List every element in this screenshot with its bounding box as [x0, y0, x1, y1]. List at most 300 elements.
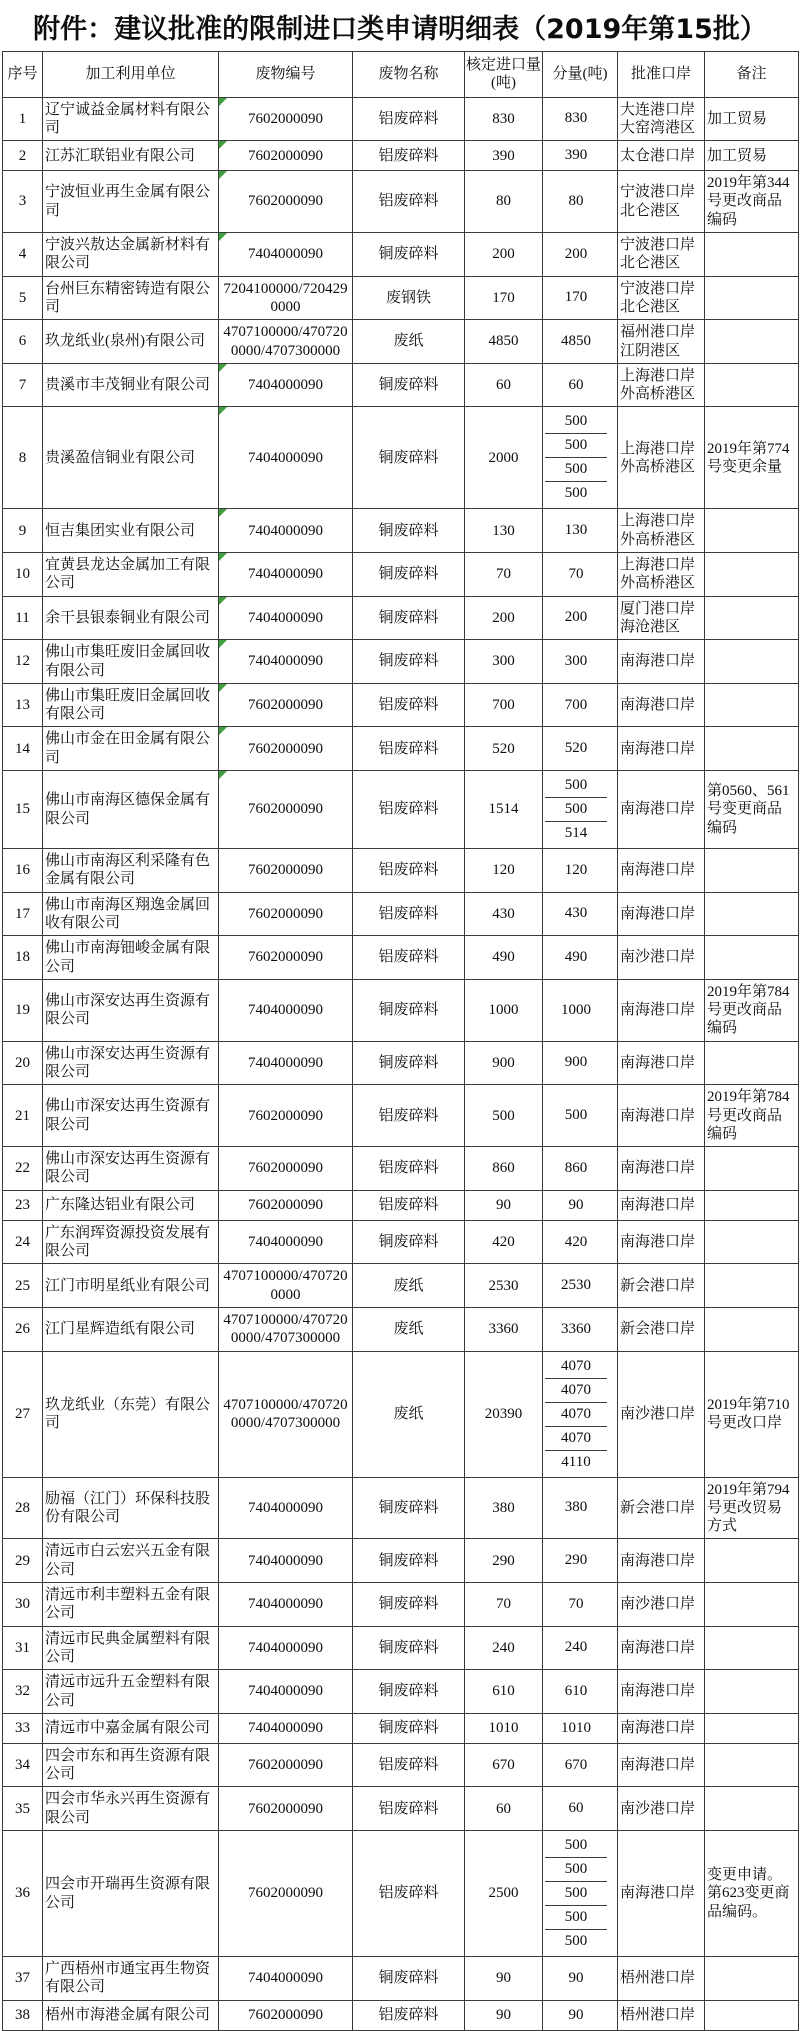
waste-name-cell: 铝废碎料	[353, 141, 465, 171]
remarks-cell	[705, 1307, 799, 1351]
approved-quantity-cell: 490	[465, 936, 543, 980]
waste-name-cell: 铜废碎料	[353, 1670, 465, 1714]
approved-quantity-cell: 240	[465, 1626, 543, 1670]
portion-quantity-cell	[543, 1147, 618, 1191]
approved-port-cell: 大连港口岸大窑湾港区	[618, 97, 705, 141]
table-row	[3, 141, 799, 171]
approved-quantity-cell: 4850	[465, 320, 543, 364]
waste-name-cell: 铜废碎料	[353, 363, 465, 407]
portion-value: 500	[545, 1882, 607, 1906]
waste-code-cell	[219, 1085, 353, 1147]
waste-code-value: 7602000090	[248, 1756, 323, 1773]
approved-port-cell: 南沙港口岸	[618, 936, 705, 980]
serial-number-cell: 6	[3, 320, 43, 364]
approved-port-cell: 南海港口岸	[618, 1670, 705, 1714]
waste-code-cell	[219, 1307, 353, 1351]
remarks-cell: 加工贸易	[705, 141, 799, 171]
portion-value: 170	[564, 289, 588, 306]
waste-code-value: 4707100000/4707200000/4707300000	[223, 324, 348, 359]
approved-port-cell: 上海港口岸外高桥港区	[618, 553, 705, 597]
approved-port-cell: 南海港口岸	[618, 727, 705, 771]
serial-number-cell: 13	[3, 683, 43, 727]
approved-port-cell: 新会港口岸	[618, 1477, 705, 1539]
portion-quantity-cell	[543, 1583, 618, 1627]
serial-number-cell: 27	[3, 1351, 43, 1477]
remarks-cell	[705, 849, 799, 893]
column-header-waste-name: 废物名称	[353, 52, 465, 98]
portion-quantity-cell	[543, 771, 618, 849]
waste-name-cell: 铜废碎料	[353, 553, 465, 597]
approved-quantity-cell: 1514	[465, 771, 543, 849]
approved-port-cell: 宁波港口岸北仑港区	[618, 276, 705, 320]
approved-port-cell: 新会港口岸	[618, 1307, 705, 1351]
waste-name-cell: 铜废碎料	[353, 1220, 465, 1264]
serial-number-cell: 28	[3, 1477, 43, 1539]
waste-code-cell	[219, 1743, 353, 1787]
table-body	[3, 97, 799, 2030]
portion-quantity-cell	[543, 141, 618, 171]
table-row	[3, 363, 799, 407]
portion-value: 3360	[561, 1320, 591, 1337]
approved-quantity-cell: 130	[465, 509, 543, 553]
waste-code-value: 7602000090	[248, 801, 323, 818]
remarks-cell	[705, 1147, 799, 1191]
serial-number-cell: 23	[3, 1190, 43, 1220]
portion-value: 670	[564, 1756, 588, 1773]
portion-quantity-cell	[543, 233, 618, 277]
serial-number-cell: 12	[3, 640, 43, 684]
waste-code-value: 7404000090	[248, 246, 323, 263]
portion-value: 200	[564, 245, 588, 262]
waste-code-value: 7404000090	[248, 609, 323, 626]
cell-corner-marker-icon	[219, 171, 227, 179]
waste-name-cell: 废纸	[353, 1307, 465, 1351]
serial-number-cell: 18	[3, 936, 43, 980]
waste-code-cell	[219, 1264, 353, 1308]
waste-code-value: 7404000090	[248, 1683, 323, 1700]
approved-port-cell: 新会港口岸	[618, 1264, 705, 1308]
portion-value: 520	[564, 740, 588, 757]
portion-value: 120	[564, 861, 588, 878]
portion-value: 90	[568, 2006, 584, 2023]
approved-port-cell: 南沙港口岸	[618, 1787, 705, 1831]
waste-code-value: 4707100000/4707200000/4707300000	[223, 1396, 348, 1432]
portion-value: 90	[568, 1969, 584, 1986]
waste-name-cell: 铝废碎料	[353, 1787, 465, 1831]
portion-value: 200	[564, 609, 588, 626]
table-row	[3, 509, 799, 553]
approved-port-cell: 南海港口岸	[618, 771, 705, 849]
approved-port-cell: 南海港口岸	[618, 892, 705, 936]
company-cell: 宁波兴敖达金属新材料有限公司	[43, 233, 219, 277]
portion-value: 80	[568, 193, 584, 210]
waste-code-value: 7602000090	[248, 1800, 323, 1817]
portion-value: 500	[564, 1933, 588, 1949]
waste-name-cell: 铝废碎料	[353, 1831, 465, 1957]
approved-port-cell: 南海港口岸	[618, 1147, 705, 1191]
table-row	[3, 97, 799, 141]
approved-port-cell: 南海港口岸	[618, 1041, 705, 1085]
company-cell: 恒吉集团实业有限公司	[43, 509, 219, 553]
waste-name-cell: 废纸	[353, 1351, 465, 1477]
table-row	[3, 1957, 799, 2001]
waste-code-value: 7404000090	[248, 1002, 323, 1019]
waste-code-cell	[219, 892, 353, 936]
approved-quantity-cell: 200	[465, 596, 543, 640]
portion-value: 420	[564, 1233, 588, 1250]
approved-quantity-cell: 90	[465, 1957, 543, 2001]
waste-name-cell: 铝废碎料	[353, 97, 465, 141]
portion-value: 290	[564, 1552, 588, 1569]
serial-number-cell: 30	[3, 1583, 43, 1627]
approved-quantity-cell: 860	[465, 1147, 543, 1191]
serial-number-cell: 20	[3, 1041, 43, 1085]
portion-quantity-cell	[543, 683, 618, 727]
waste-code-cell	[219, 276, 353, 320]
waste-code-value: 7404000090	[248, 1552, 323, 1569]
company-cell: 梧州市海港金属有限公司	[43, 2000, 219, 2030]
portion-value: 130	[564, 522, 588, 539]
approved-quantity-cell: 300	[465, 640, 543, 684]
portion-value: 60	[568, 1800, 584, 1817]
serial-number-cell: 5	[3, 276, 43, 320]
portion-quantity-cell	[543, 1307, 618, 1351]
portion-quantity-cell	[543, 1351, 618, 1477]
waste-name-cell: 铝废碎料	[353, 1147, 465, 1191]
serial-number-cell: 29	[3, 1539, 43, 1583]
portion-quantity-cell	[543, 596, 618, 640]
waste-code-value: 7404000090	[248, 1233, 323, 1250]
portion-value: 380	[564, 1499, 588, 1516]
approved-port-cell: 上海港口岸外高桥港区	[618, 509, 705, 553]
portion-quantity-cell	[543, 1626, 618, 1670]
serial-number-cell: 21	[3, 1085, 43, 1147]
approved-quantity-cell: 70	[465, 553, 543, 597]
company-cell: 清远市利丰塑料五金有限公司	[43, 1583, 219, 1627]
company-cell: 宜黄县龙达金属加工有限公司	[43, 553, 219, 597]
waste-name-cell: 铝废碎料	[353, 1190, 465, 1220]
approved-quantity-cell: 500	[465, 1085, 543, 1147]
waste-name-cell: 铜废碎料	[353, 1477, 465, 1539]
remarks-cell	[705, 276, 799, 320]
approved-port-cell: 南海港口岸	[618, 1539, 705, 1583]
serial-number-cell: 32	[3, 1670, 43, 1714]
approved-quantity-cell: 90	[465, 2000, 543, 2030]
serial-number-cell: 16	[3, 849, 43, 893]
waste-code-value: 4707100000/4707200000	[223, 1268, 348, 1303]
portion-value: 514	[564, 825, 588, 842]
serial-number-cell: 33	[3, 1713, 43, 1743]
serial-number-cell: 17	[3, 892, 43, 936]
portion-value: 4070	[545, 1427, 607, 1451]
waste-code-value: 7602000090	[248, 949, 323, 966]
portion-quantity-cell	[543, 509, 618, 553]
waste-code-cell	[219, 363, 353, 407]
table-row	[3, 1041, 799, 1085]
waste-name-cell: 铝废碎料	[353, 171, 465, 233]
portion-value: 500	[564, 485, 588, 502]
serial-number-cell: 34	[3, 1743, 43, 1787]
portion-quantity-cell	[543, 407, 618, 509]
serial-number-cell: 22	[3, 1147, 43, 1191]
approved-quantity-cell: 670	[465, 1743, 543, 1787]
waste-code-cell	[219, 97, 353, 141]
waste-code-cell	[219, 771, 353, 849]
approved-quantity-cell: 20390	[465, 1351, 543, 1477]
cell-corner-marker-icon	[219, 771, 227, 779]
waste-code-value: 4707100000/4707200000/4707300000	[223, 1311, 348, 1347]
waste-name-cell: 铝废碎料	[353, 2000, 465, 2030]
remarks-cell	[705, 509, 799, 553]
waste-code-cell	[219, 596, 353, 640]
approved-port-cell: 南海港口岸	[618, 849, 705, 893]
approved-quantity-cell: 80	[465, 171, 543, 233]
approved-port-cell: 上海港口岸外高桥港区	[618, 363, 705, 407]
table-row	[3, 1626, 799, 1670]
waste-code-cell	[219, 1190, 353, 1220]
portion-value: 490	[564, 949, 588, 965]
portion-quantity-cell	[543, 363, 618, 407]
approved-port-cell: 宁波港口岸北仑港区	[618, 233, 705, 277]
approved-quantity-cell: 60	[465, 363, 543, 407]
waste-code-value: 7404000090	[248, 566, 323, 583]
remarks-cell	[705, 1957, 799, 2001]
portion-value: 830	[564, 110, 588, 127]
remarks-cell	[705, 1743, 799, 1787]
waste-name-cell: 铝废碎料	[353, 892, 465, 936]
portion-value: 1000	[561, 1001, 591, 1018]
waste-code-cell	[219, 1147, 353, 1191]
company-cell: 佛山市深安达再生资源有限公司	[43, 1147, 219, 1191]
waste-name-cell: 铝废碎料	[353, 1085, 465, 1147]
portion-value: 860	[564, 1159, 588, 1176]
cell-corner-marker-icon	[219, 233, 227, 241]
table-row	[3, 727, 799, 771]
serial-number-cell: 2	[3, 141, 43, 171]
waste-name-cell: 铝废碎料	[353, 727, 465, 771]
portion-value: 610	[564, 1683, 588, 1700]
approved-quantity-cell: 420	[465, 1220, 543, 1264]
serial-number-cell: 24	[3, 1220, 43, 1264]
remarks-cell	[705, 936, 799, 980]
portion-quantity-cell	[543, 1264, 618, 1308]
approved-quantity-cell: 200	[465, 233, 543, 277]
approved-port-cell: 太仓港口岸	[618, 141, 705, 171]
waste-code-value: 7602000090	[248, 862, 323, 879]
portion-value: 60	[568, 376, 584, 393]
table-row	[3, 171, 799, 233]
portion-value: 2530	[561, 1277, 591, 1294]
company-cell: 江门星辉造纸有限公司	[43, 1307, 219, 1351]
approved-quantity-cell: 2500	[465, 1831, 543, 1957]
portion-value: 500	[545, 774, 607, 798]
table-row	[3, 771, 799, 849]
table-row	[3, 596, 799, 640]
remarks-cell	[705, 727, 799, 771]
approved-quantity-cell: 170	[465, 276, 543, 320]
waste-code-value: 7602000090	[248, 696, 323, 713]
column-header-remarks: 备注	[705, 52, 799, 98]
approved-quantity-cell: 290	[465, 1539, 543, 1583]
remarks-cell: 第0560、561号变更商品编码	[705, 771, 799, 849]
serial-number-cell: 19	[3, 979, 43, 1041]
portion-quantity-cell	[543, 1787, 618, 1831]
company-cell: 佛山市南海区翔逸金属回收有限公司	[43, 892, 219, 936]
cell-corner-marker-icon	[219, 98, 227, 106]
portion-value: 430	[564, 905, 588, 922]
table-row	[3, 640, 799, 684]
remarks-cell	[705, 320, 799, 364]
portion-value: 4850	[561, 333, 591, 350]
waste-name-cell: 铜废碎料	[353, 1539, 465, 1583]
table-row	[3, 1787, 799, 1831]
cell-corner-marker-icon	[219, 364, 227, 372]
company-cell: 江门市明星纸业有限公司	[43, 1264, 219, 1308]
serial-number-cell: 25	[3, 1264, 43, 1308]
serial-number-cell: 15	[3, 771, 43, 849]
approved-quantity-cell: 430	[465, 892, 543, 936]
waste-code-value: 7602000090	[248, 2006, 323, 2023]
cell-corner-marker-icon	[219, 727, 227, 735]
cell-corner-marker-icon	[219, 640, 227, 648]
waste-code-cell	[219, 1957, 353, 2001]
portion-quantity-cell	[543, 1743, 618, 1787]
waste-code-cell	[219, 1583, 353, 1627]
portion-value: 4110	[561, 1453, 591, 1470]
waste-name-cell: 铝废碎料	[353, 936, 465, 980]
table-row	[3, 1264, 799, 1308]
company-cell: 清远市民典金属塑料有限公司	[43, 1626, 219, 1670]
waste-name-cell: 废纸	[353, 320, 465, 364]
company-cell: 广东隆达铝业有限公司	[43, 1190, 219, 1220]
portion-quantity-cell	[543, 320, 618, 364]
portion-quantity-cell	[543, 1220, 618, 1264]
waste-code-cell	[219, 979, 353, 1041]
portion-quantity-cell	[543, 1085, 618, 1147]
remarks-cell	[705, 1190, 799, 1220]
company-cell: 励福（江门）环保科技股份有限公司	[43, 1477, 219, 1539]
remarks-cell: 2019年第344号更改商品编码	[705, 171, 799, 233]
company-cell: 广东润珲资源投资发展有限公司	[43, 1220, 219, 1264]
waste-code-cell	[219, 509, 353, 553]
company-cell: 四会市东和再生资源有限公司	[43, 1743, 219, 1787]
approved-port-cell: 南海港口岸	[618, 1085, 705, 1147]
serial-number-cell: 11	[3, 596, 43, 640]
approved-port-cell: 南沙港口岸	[618, 1351, 705, 1477]
portion-quantity-cell	[543, 1670, 618, 1714]
cell-corner-marker-icon	[219, 553, 227, 561]
portion-value: 700	[564, 696, 588, 713]
approved-port-cell: 南海港口岸	[618, 1220, 705, 1264]
waste-code-value: 7602000090	[248, 110, 323, 127]
table-row	[3, 683, 799, 727]
company-cell: 佛山市南海钿峻金属有限公司	[43, 936, 219, 980]
approved-quantity-cell: 830	[465, 97, 543, 141]
waste-name-cell: 铜废碎料	[353, 979, 465, 1041]
table-row	[3, 1307, 799, 1351]
company-cell: 佛山市深安达再生资源有限公司	[43, 979, 219, 1041]
remarks-cell: 2019年第794号更改贸易方式	[705, 1477, 799, 1539]
portion-quantity-cell	[543, 727, 618, 771]
company-cell: 四会市开瑞再生资源有限公司	[43, 1831, 219, 1957]
company-cell: 台州巨东精密铸造有限公司	[43, 276, 219, 320]
serial-number-cell: 4	[3, 233, 43, 277]
waste-code-cell	[219, 407, 353, 509]
portion-quantity-cell	[543, 1831, 618, 1957]
remarks-cell	[705, 1220, 799, 1264]
table-row	[3, 1670, 799, 1714]
approved-port-cell: 梧州港口岸	[618, 1957, 705, 2001]
serial-number-cell: 35	[3, 1787, 43, 1831]
portion-quantity-cell	[543, 640, 618, 684]
remarks-cell	[705, 683, 799, 727]
waste-name-cell: 铜废碎料	[353, 509, 465, 553]
portion-quantity-cell	[543, 979, 618, 1041]
waste-name-cell: 铜废碎料	[353, 233, 465, 277]
approved-quantity-cell: 610	[465, 1670, 543, 1714]
waste-code-cell	[219, 1787, 353, 1831]
waste-name-cell: 铜废碎料	[353, 1626, 465, 1670]
cell-corner-marker-icon	[219, 597, 227, 605]
waste-code-value: 7404000090	[248, 1499, 323, 1516]
waste-code-value: 7602000090	[248, 1197, 323, 1214]
import-applications-table	[2, 51, 799, 2031]
serial-number-cell: 9	[3, 509, 43, 553]
portion-value: 240	[564, 1639, 588, 1656]
waste-code-value: 7602000090	[248, 1160, 323, 1177]
portion-value: 500	[564, 1107, 588, 1124]
waste-code-cell	[219, 1670, 353, 1714]
approved-port-cell: 梧州港口岸	[618, 2000, 705, 2030]
waste-code-cell	[219, 683, 353, 727]
serial-number-cell: 7	[3, 363, 43, 407]
approved-port-cell: 南海港口岸	[618, 1831, 705, 1957]
waste-name-cell: 铜废碎料	[353, 1041, 465, 1085]
cell-corner-marker-icon	[219, 684, 227, 692]
waste-code-value: 7404000090	[248, 522, 323, 539]
waste-code-cell	[219, 1041, 353, 1085]
approved-quantity-cell: 90	[465, 1190, 543, 1220]
serial-number-cell: 3	[3, 171, 43, 233]
table-row	[3, 1147, 799, 1191]
approved-port-cell: 宁波港口岸北仑港区	[618, 171, 705, 233]
column-header-company: 加工利用单位	[43, 52, 219, 98]
table-row	[3, 2000, 799, 2030]
remarks-cell	[705, 640, 799, 684]
column-header-approved-port: 批准口岸	[618, 52, 705, 98]
portion-value: 1010	[561, 1719, 591, 1736]
portion-value: 390	[564, 147, 588, 164]
table-row	[3, 1583, 799, 1627]
waste-code-value: 7602000090	[248, 905, 323, 922]
serial-number-cell: 37	[3, 1957, 43, 2001]
waste-name-cell: 铝废碎料	[353, 683, 465, 727]
portion-quantity-cell	[543, 171, 618, 233]
portion-value: 70	[568, 1595, 584, 1612]
remarks-cell	[705, 1583, 799, 1627]
table-row	[3, 1539, 799, 1583]
approved-port-cell: 南沙港口岸	[618, 1583, 705, 1627]
waste-code-value: 7404000090	[248, 1639, 323, 1656]
waste-code-cell	[219, 320, 353, 364]
remarks-cell	[705, 1041, 799, 1085]
table-row	[3, 320, 799, 364]
company-cell: 贵溪市丰茂铜业有限公司	[43, 363, 219, 407]
approved-quantity-cell: 70	[465, 1583, 543, 1627]
approved-port-cell: 上海港口岸外高桥港区	[618, 407, 705, 509]
waste-name-cell: 铝废碎料	[353, 771, 465, 849]
table-row	[3, 276, 799, 320]
